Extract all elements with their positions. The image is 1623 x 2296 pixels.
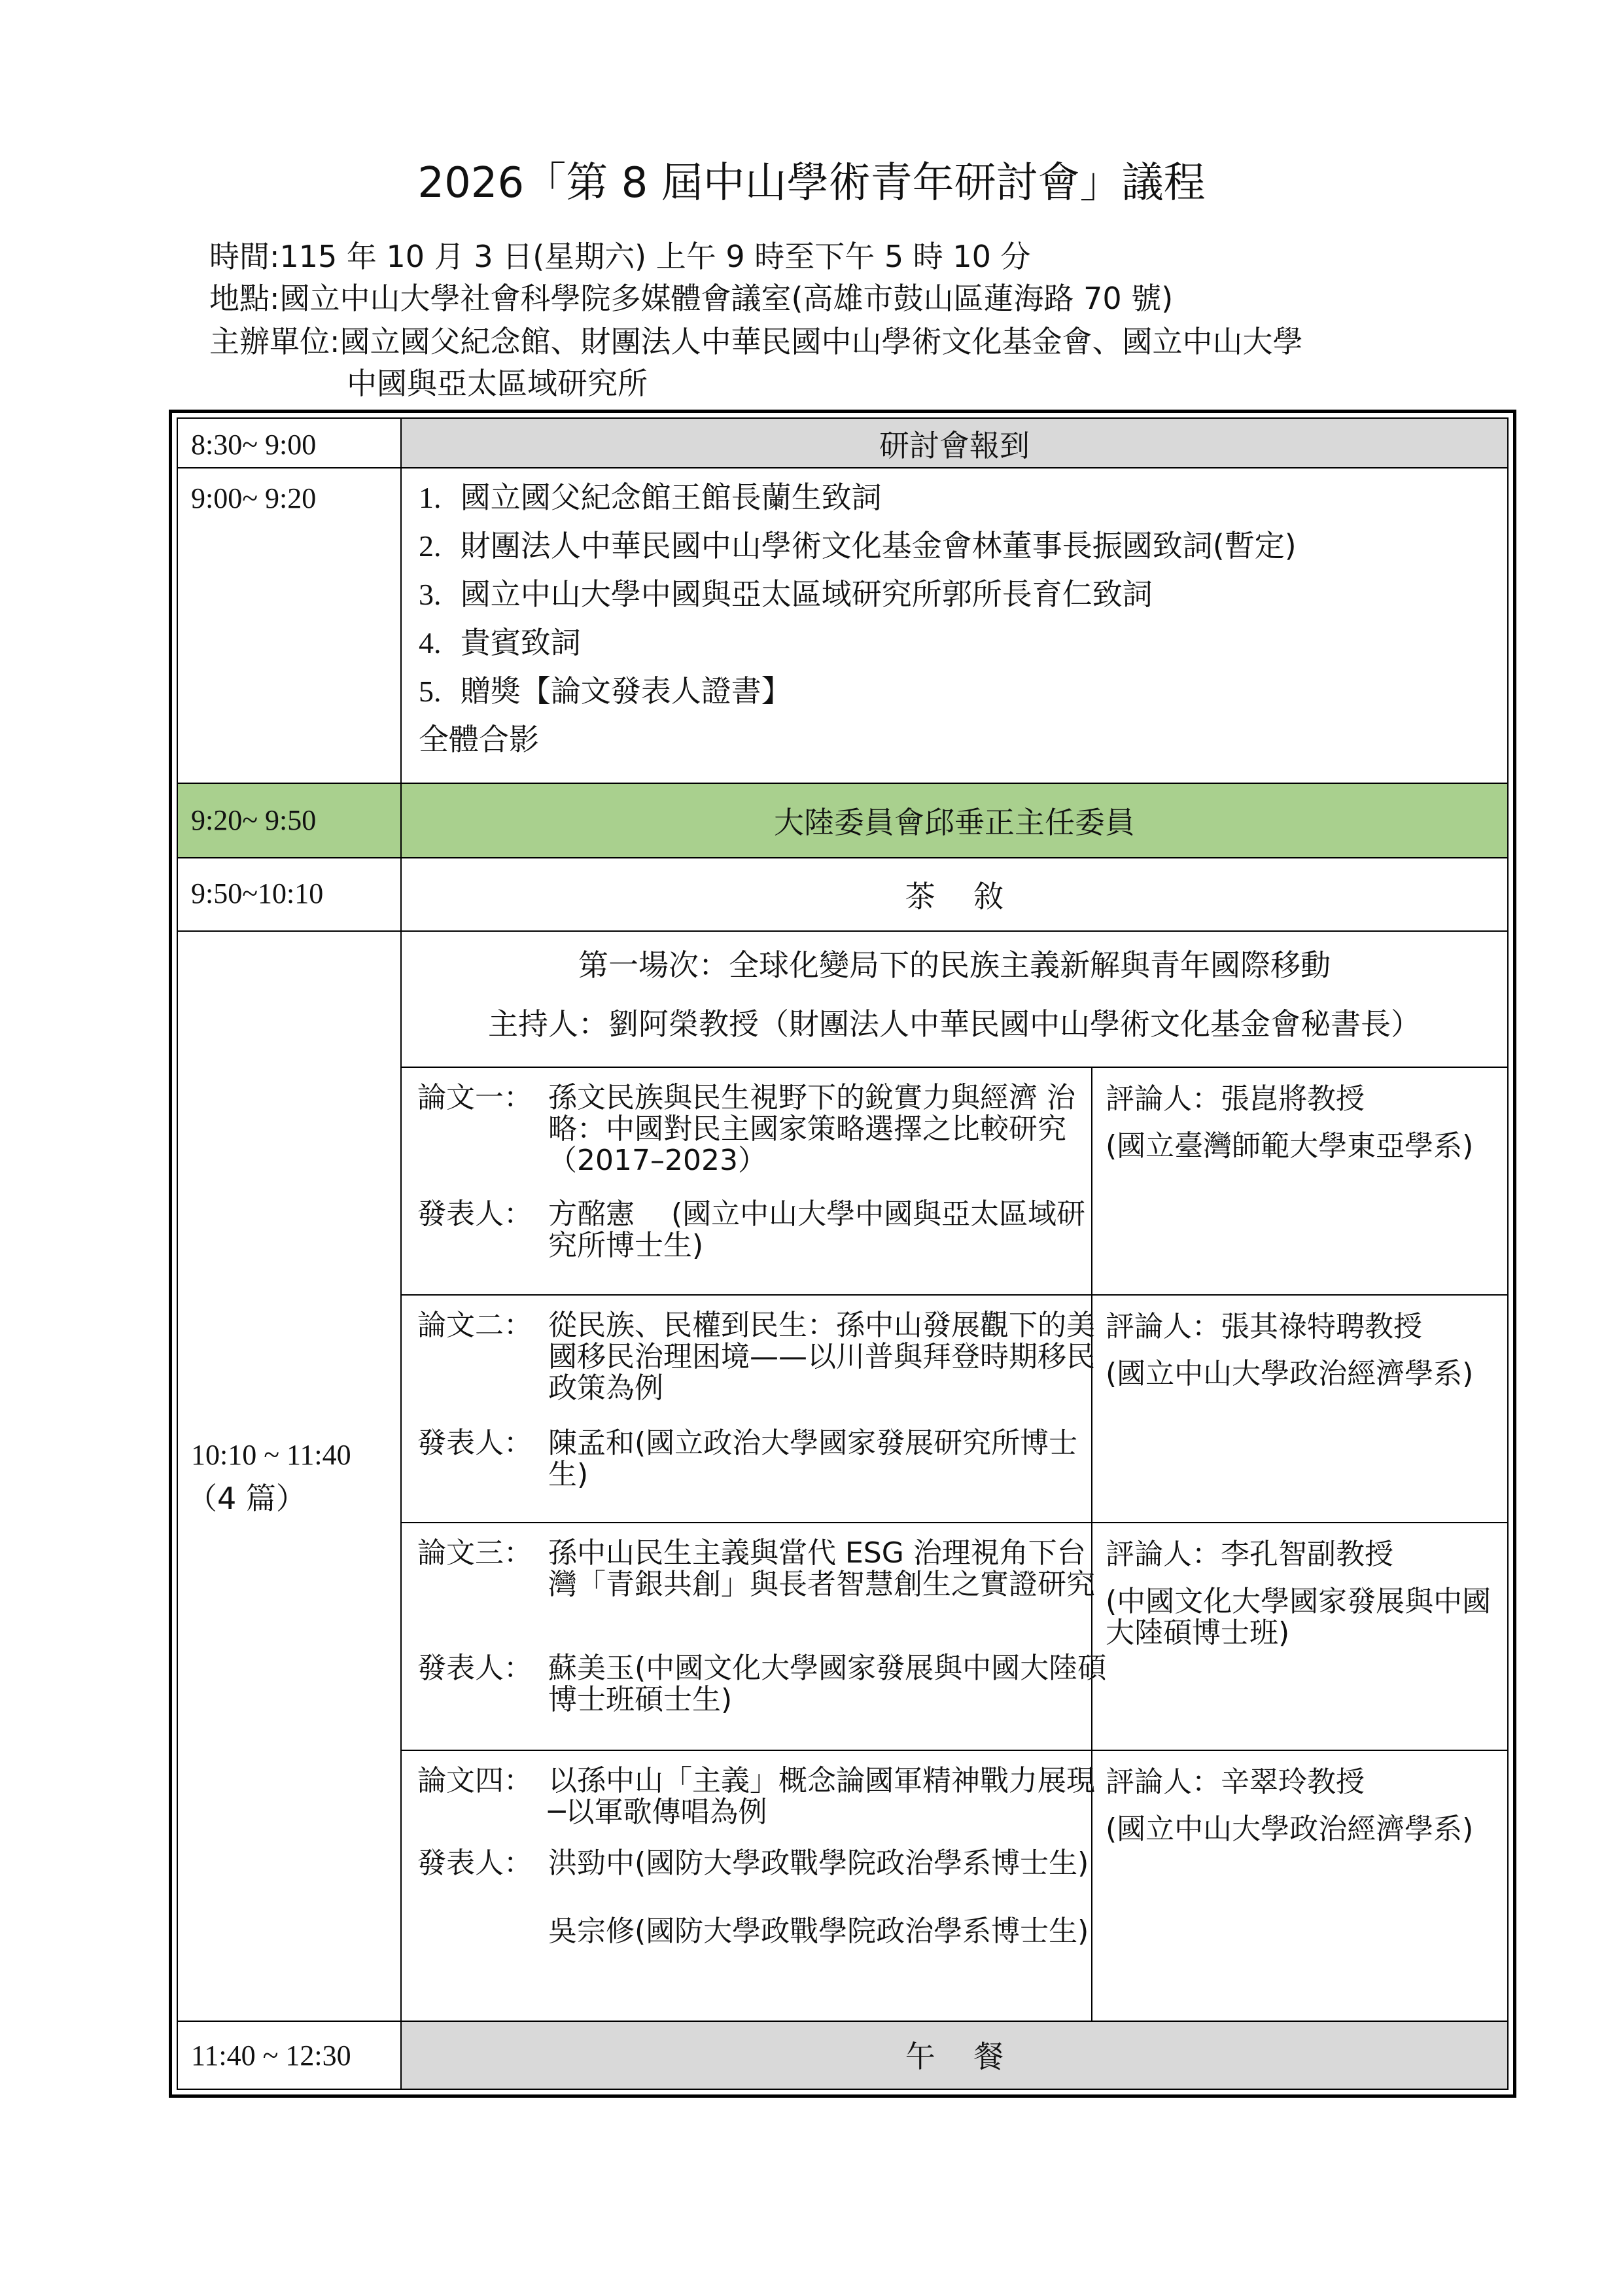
page-title: 2026「第 8 屆中山學術青年研討會」議程	[417, 159, 1206, 207]
opening-item: 3. 國立中山大學中國與亞太區域研究所郭所長育仁致詞	[419, 576, 1153, 612]
discussant-1	[1106, 1084, 1505, 1162]
paper-1	[417, 1081, 1086, 1285]
tea-time: 9:50~10:10	[191, 877, 324, 910]
row-divider	[400, 1294, 1507, 1296]
event-organizer: 主辦單位:國立國父紀念館、財團法人中華民國中山學術文化基金會、國立中山大學	[209, 324, 1303, 359]
presenter-label: 發表人：	[417, 1651, 532, 1685]
discussant-name: 評論人：張其祿特聘教授	[1106, 1310, 1422, 1343]
paper-title: 從民族、民權到民生：孫中山發展觀下的美國移民治理困境——以川普與拜登時期移民政策為例	[548, 1309, 1095, 1405]
opening-item: 1. 國立國父紀念館王館長蘭生致詞	[419, 480, 882, 515]
registration-title: 研討會報到	[879, 428, 1030, 463]
row-divider	[400, 1067, 1507, 1068]
discussant-3	[1106, 1539, 1505, 1649]
presenter-label: 發表人：	[417, 1846, 532, 1880]
paper-label: 論文二：	[417, 1309, 532, 1342]
session-title: 第一場次：全球化變局下的民族主義新解與青年國際移動	[578, 947, 1331, 983]
paper-label: 論文四：	[417, 1764, 532, 1797]
paper-title: 孫文民族與民生視野下的銳實力與經濟 治略：中國對民主國家策略選擇之比較研究（2017–2023）	[548, 1081, 1075, 1177]
paper-label: 論文三：	[417, 1536, 532, 1570]
registration-time: 8:30~ 9:00	[191, 429, 317, 461]
paper-title: 以孫中山「主義」概念論國軍精神戰力展現─以軍歌傳唱為例	[548, 1764, 1095, 1829]
paper-3	[417, 1536, 1107, 1740]
event-location: 地點:國立中山大學社會科學院多媒體會議室(高雄市鼓山區蓮海路 70 號)	[209, 281, 1174, 316]
row-divider	[178, 930, 1507, 932]
paper-title: 孫中山民生主義與當代 ESG 治理視角下台灣「青銀共創」與長者智慧創生之實證研究	[548, 1536, 1095, 1601]
event-time: 時間:115 年 10 月 3 日(星期六) 上午 9 時至下午 5 時 10 分	[209, 239, 1031, 274]
discussant-affiliation: (中國文化大學國家發展與中國大陸碩博士班)	[1106, 1585, 1492, 1650]
event-organizer-cont: 中國與亞太區域研究所	[347, 366, 648, 401]
lunch-title: 午 餐	[905, 2039, 1004, 2074]
row-divider	[400, 1522, 1507, 1523]
discussant-affiliation: (國立中山大學政治經濟學系)	[1106, 1812, 1474, 1846]
presenter: 吳宗修(國防大學政戰學院政治學系博士生)	[548, 1915, 1089, 1948]
opening-item: 2. 財團法人中華民國中山學術文化基金會林董事長振國致詞(暫定)	[419, 528, 1297, 563]
paper-label: 論文一：	[417, 1081, 532, 1114]
time-column-divider	[400, 419, 402, 2089]
presenter: 洪勁中(國防大學政戰學院政治學系博士生)	[548, 1846, 1089, 1880]
presenter: 蘇美玉(中國文化大學國家發展與中國大陸碩博士班碩士生)	[548, 1651, 1107, 1716]
paper-count: （4 篇）	[187, 1481, 306, 1516]
presenter: 陳孟和(國立政治大學國家發展研究所博士生)	[548, 1426, 1078, 1491]
presenter-label: 發表人：	[417, 1426, 532, 1460]
discussant-name: 評論人：李孔智副教授	[1106, 1538, 1393, 1571]
discussant-name: 評論人：張崑將教授	[1106, 1082, 1365, 1116]
row-divider	[400, 1750, 1507, 1751]
tea-title: 茶 敘	[905, 879, 1004, 914]
lunch-time: 11:40 ~ 12:30	[191, 2040, 351, 2072]
opening-time: 9:00~ 9:20	[191, 482, 317, 514]
presenter: 方酩憲 (國立中山大學中國與亞太區域研究所博士生)	[548, 1197, 1086, 1262]
keynote-title: 大陸委員會邱垂正主任委員	[774, 805, 1135, 840]
discussant-4	[1106, 1767, 1505, 1845]
discussant-affiliation: (國立中山大學政治經濟學系)	[1106, 1357, 1474, 1390]
discussant-name: 評論人：辛翠玲教授	[1106, 1765, 1365, 1799]
session-chair: 主持人：劉阿榮教授（財團法人中華民國中山學術文化基金會秘書長）	[488, 1006, 1421, 1042]
keynote-time: 9:20~ 9:50	[191, 804, 317, 836]
presenter-label: 發表人：	[417, 1197, 532, 1231]
opening-item: 5. 贈獎【論文發表人證書】	[419, 673, 792, 709]
discussant-affiliation: (國立臺灣師範大學東亞學系)	[1106, 1129, 1474, 1163]
session-time: 10:10 ~ 11:40	[191, 1439, 351, 1471]
paper-4	[417, 1764, 1095, 2014]
opening-item: 4. 貴賓致詞	[419, 625, 581, 660]
discussant-2	[1106, 1311, 1505, 1390]
group-photo: 全體合影	[419, 722, 539, 757]
paper-2	[417, 1309, 1095, 1513]
